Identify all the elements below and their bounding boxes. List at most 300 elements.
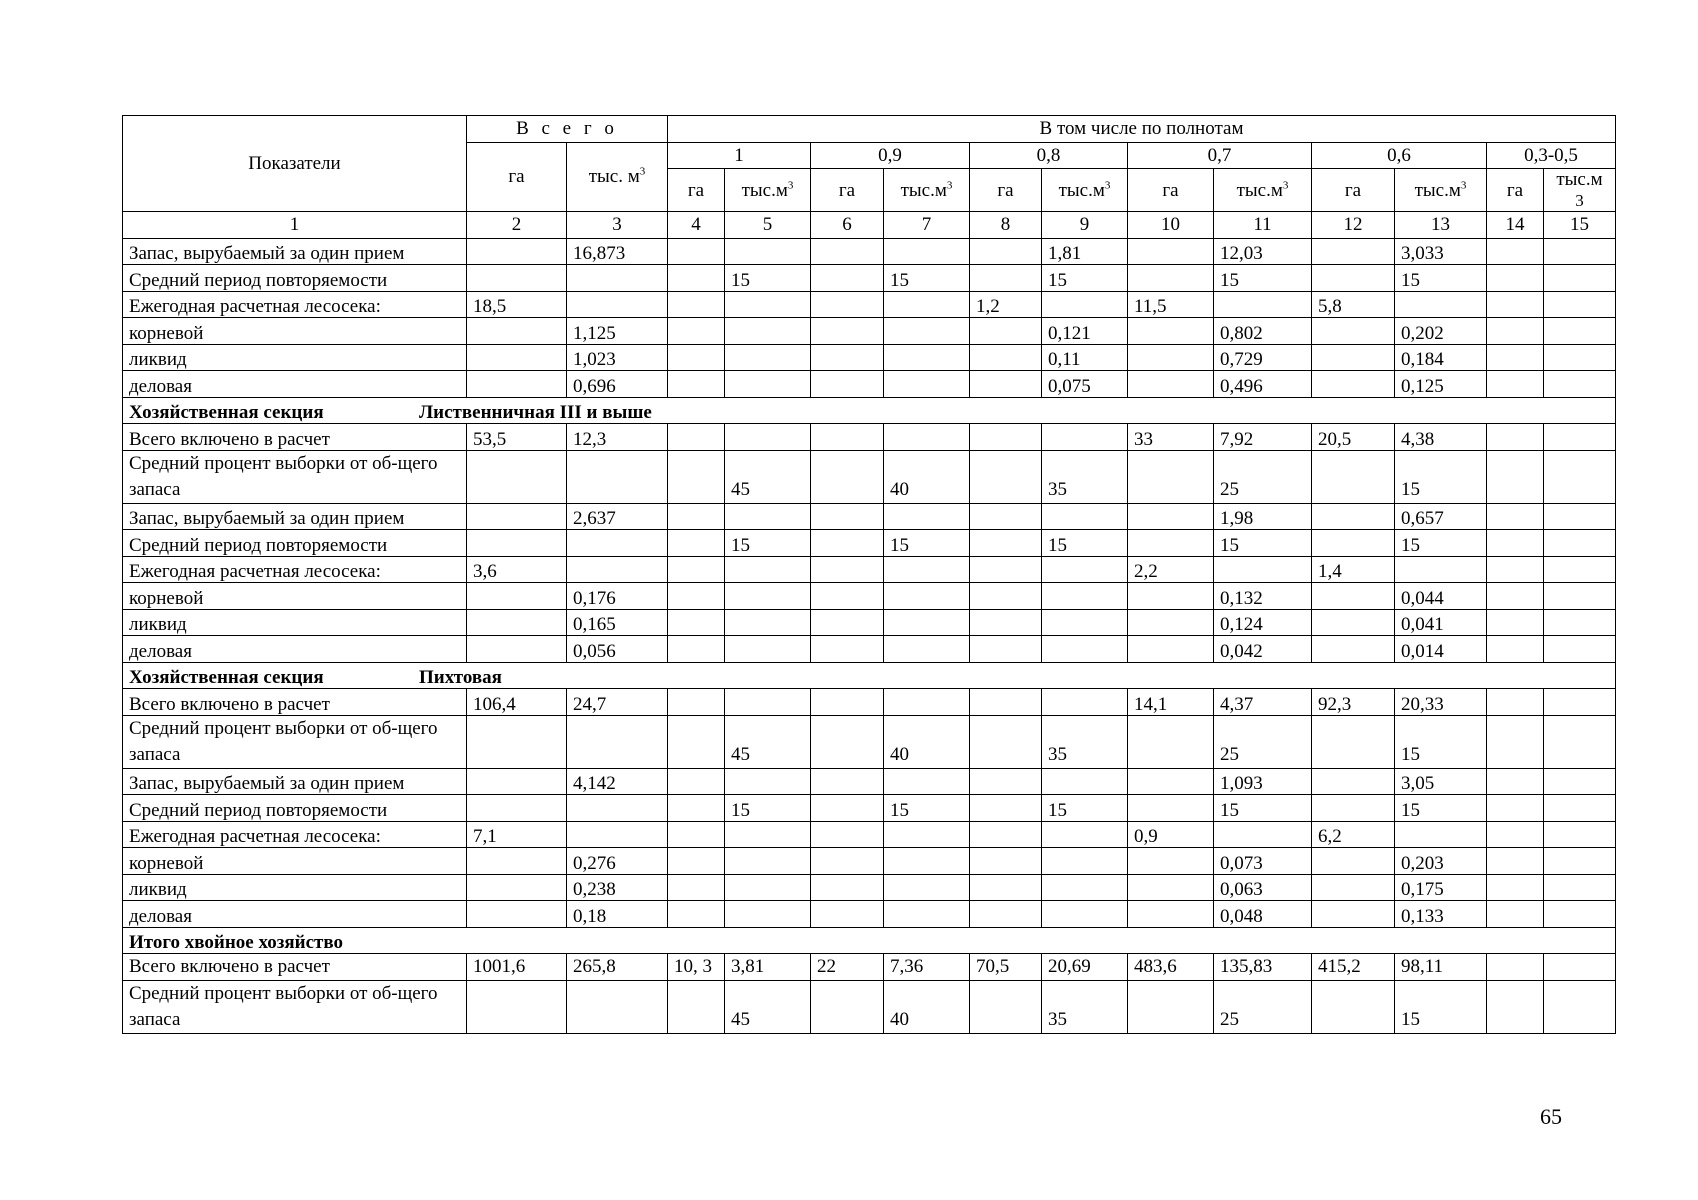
table-cell: [725, 344, 811, 371]
table-cell: [811, 715, 884, 768]
table-cell: [1214, 821, 1312, 848]
table-row: [123, 636, 1616, 663]
row-label: Всего включено в расчет: [123, 954, 467, 981]
table-cell: 0,276: [567, 848, 668, 875]
table-cell: [970, 424, 1042, 451]
table-row: [123, 609, 1616, 636]
table-cell: 12,3: [567, 424, 668, 451]
table-cell: [1312, 874, 1395, 901]
table-cell: [567, 291, 668, 318]
header-unit-ha: га: [1128, 169, 1214, 212]
table-cell: [1128, 450, 1214, 503]
table-cell: [884, 344, 970, 371]
table-cell: 18,5: [467, 291, 567, 318]
header-unit-ha: га: [668, 169, 725, 212]
table-cell: [668, 238, 725, 265]
table-cell: [567, 556, 668, 583]
table-cell: [1544, 371, 1616, 398]
table-cell: [1128, 530, 1214, 557]
table-cell: [1487, 609, 1544, 636]
table-cell: [1128, 503, 1214, 530]
table-cell: 0,18: [567, 901, 668, 928]
table-cell: [725, 874, 811, 901]
table-cell: [725, 848, 811, 875]
table-cell: 0,014: [1395, 636, 1487, 663]
table-cell: [1042, 689, 1128, 716]
table-cell: [725, 556, 811, 583]
page-number: 65: [1540, 1104, 1562, 1129]
table-row: [123, 821, 1616, 848]
table-cell: [1128, 795, 1214, 822]
table-cell: [811, 583, 884, 610]
table-cell: [467, 344, 567, 371]
table-cell: 15: [1214, 530, 1312, 557]
table-cell: 0,657: [1395, 503, 1487, 530]
table-cell: 0,132: [1214, 583, 1312, 610]
section-name: Лиственничная III и выше: [419, 402, 652, 423]
table-cell: 0,121: [1042, 318, 1128, 345]
table-cell: [970, 583, 1042, 610]
table-cell: 25: [1214, 981, 1312, 1034]
table-cell: [1128, 981, 1214, 1034]
table-cell: 0,165: [567, 609, 668, 636]
table-row: [123, 503, 1616, 530]
column-number: 4: [668, 212, 725, 239]
row-label: корневой: [123, 583, 467, 610]
table-cell: [884, 583, 970, 610]
table-cell: [1544, 344, 1616, 371]
table-cell: [1214, 291, 1312, 318]
table-cell: 20,33: [1395, 689, 1487, 716]
section-title: [123, 662, 1616, 689]
table-cell: 15: [1395, 450, 1487, 503]
table-cell: [1042, 821, 1128, 848]
table-cell: [1544, 318, 1616, 345]
table-cell: [970, 768, 1042, 795]
header-density-group: 0,7: [1128, 142, 1312, 169]
table-cell: [811, 556, 884, 583]
table-cell: [1544, 503, 1616, 530]
table-cell: [811, 344, 884, 371]
table-cell: [1487, 715, 1544, 768]
table-cell: 12,03: [1214, 238, 1312, 265]
row-label: ликвид: [123, 874, 467, 901]
table-cell: [884, 636, 970, 663]
table-cell: 20,5: [1312, 424, 1395, 451]
table-cell: 15: [725, 795, 811, 822]
table-cell: [467, 265, 567, 292]
row-label: Ежегодная расчетная лесосека:: [123, 821, 467, 848]
table-cell: 15: [1395, 981, 1487, 1034]
row-label: Средний период повторяемости: [123, 795, 467, 822]
section-row: [123, 397, 1616, 424]
table-cell: [1544, 530, 1616, 557]
table-cell: [1544, 981, 1616, 1034]
table-cell: [884, 768, 970, 795]
header-unit-ha: га: [1312, 169, 1395, 212]
table-cell: [1042, 848, 1128, 875]
table-cell: [567, 450, 668, 503]
table-cell: [668, 503, 725, 530]
table-cell: [1042, 424, 1128, 451]
table-cell: [811, 318, 884, 345]
table-cell: 2,2: [1128, 556, 1214, 583]
table-cell: [811, 424, 884, 451]
table-body: [123, 238, 1616, 1034]
table-cell: [811, 238, 884, 265]
table-cell: [1128, 238, 1214, 265]
table-cell: 16,873: [567, 238, 668, 265]
table-cell: [1395, 291, 1487, 318]
table-cell: [668, 981, 725, 1034]
table-cell: [725, 768, 811, 795]
table-cell: [668, 265, 725, 292]
table-cell: 0,075: [1042, 371, 1128, 398]
table-cell: [884, 371, 970, 398]
table-cell: [970, 318, 1042, 345]
table-cell: 40: [884, 981, 970, 1034]
table-cell: [467, 768, 567, 795]
column-number: 14: [1487, 212, 1544, 239]
table-cell: [1128, 609, 1214, 636]
table-cell: [970, 450, 1042, 503]
table-cell: 7,1: [467, 821, 567, 848]
table-cell: 0,496: [1214, 371, 1312, 398]
section-name: Пихтовая: [419, 667, 502, 688]
table-cell: 0,063: [1214, 874, 1312, 901]
table-cell: 15: [1395, 715, 1487, 768]
column-number: 2: [467, 212, 567, 239]
table-cell: [811, 291, 884, 318]
header-density-group: 1: [668, 142, 811, 169]
table-cell: [970, 556, 1042, 583]
table-row: [123, 954, 1616, 981]
table-cell: 15: [1042, 795, 1128, 822]
table-cell: [811, 609, 884, 636]
table-cell: [668, 874, 725, 901]
table-cell: [567, 530, 668, 557]
table-cell: [1042, 583, 1128, 610]
table-cell: [1544, 583, 1616, 610]
table-cell: 415,2: [1312, 954, 1395, 981]
table-cell: [1312, 901, 1395, 928]
table-cell: 45: [725, 981, 811, 1034]
table-cell: [1544, 424, 1616, 451]
table-cell: [1544, 848, 1616, 875]
table-cell: 0,203: [1395, 848, 1487, 875]
table-cell: [467, 981, 567, 1034]
table-cell: 15: [1042, 265, 1128, 292]
table-cell: [1487, 636, 1544, 663]
table-cell: [970, 715, 1042, 768]
table-cell: [1487, 874, 1544, 901]
table-cell: 1,98: [1214, 503, 1312, 530]
table-cell: [1214, 556, 1312, 583]
table-cell: [1042, 291, 1128, 318]
table-cell: 0,048: [1214, 901, 1312, 928]
table-cell: 22: [811, 954, 884, 981]
table-cell: [725, 238, 811, 265]
table-cell: [811, 265, 884, 292]
table-cell: [811, 874, 884, 901]
table-row: [123, 901, 1616, 928]
table-cell: [884, 238, 970, 265]
table-cell: 0,9: [1128, 821, 1214, 848]
table-cell: [467, 371, 567, 398]
table-cell: [1487, 821, 1544, 848]
table-cell: 0,729: [1214, 344, 1312, 371]
header-unit-volume: $тыс.м^3$: [1214, 169, 1312, 212]
table-cell: [668, 715, 725, 768]
table-cell: [811, 503, 884, 530]
table-cell: 25: [1214, 715, 1312, 768]
table-cell: 15: [1395, 795, 1487, 822]
table-cell: [884, 689, 970, 716]
table-cell: [1312, 238, 1395, 265]
table-cell: [970, 238, 1042, 265]
table-cell: [1487, 424, 1544, 451]
table-cell: [884, 503, 970, 530]
table-cell: [884, 556, 970, 583]
table-cell: [1487, 689, 1544, 716]
table-cell: [567, 821, 668, 848]
table-cell: [668, 636, 725, 663]
table-row: [123, 238, 1616, 265]
table-cell: [970, 265, 1042, 292]
table-cell: 15: [1042, 530, 1128, 557]
table-row: [123, 530, 1616, 557]
column-number: 10: [1128, 212, 1214, 239]
table-cell: [884, 609, 970, 636]
table-cell: 53,5: [467, 424, 567, 451]
table-cell: [884, 291, 970, 318]
table-cell: [1042, 609, 1128, 636]
table-cell: 483,6: [1128, 954, 1214, 981]
table-cell: 0,175: [1395, 874, 1487, 901]
table-cell: [1487, 344, 1544, 371]
table-cell: 92,3: [1312, 689, 1395, 716]
table-cell: [1128, 583, 1214, 610]
row-label: корневой: [123, 848, 467, 875]
data-table: [122, 115, 1616, 1034]
column-number: 13: [1395, 212, 1487, 239]
table-cell: [725, 609, 811, 636]
table-cell: [1544, 795, 1616, 822]
table-cell: [811, 371, 884, 398]
table-cell: [725, 583, 811, 610]
table-cell: [1042, 901, 1128, 928]
table-cell: [725, 821, 811, 848]
table-cell: [725, 318, 811, 345]
table-cell: 15: [725, 265, 811, 292]
table-cell: [970, 901, 1042, 928]
header-density-group: 0,3-0,5: [1487, 142, 1616, 169]
table-cell: 5,8: [1312, 291, 1395, 318]
table-cell: [1395, 556, 1487, 583]
table-cell: 98,11: [1395, 954, 1487, 981]
table-cell: 0,073: [1214, 848, 1312, 875]
header-total-volume: тыс. $м^3$: [567, 142, 668, 212]
table-cell: [1312, 344, 1395, 371]
header-total-ha: га: [467, 142, 567, 212]
table-cell: [970, 503, 1042, 530]
table-cell: 15: [1214, 265, 1312, 292]
table-cell: [467, 874, 567, 901]
header-unit-volume: $тыс.м^3$: [725, 169, 811, 212]
table-cell: [970, 344, 1042, 371]
table-cell: [970, 530, 1042, 557]
table-cell: 2,637: [567, 503, 668, 530]
table-cell: [1487, 556, 1544, 583]
table-cell: [811, 901, 884, 928]
section-row: [123, 927, 1616, 954]
table-cell: [1544, 821, 1616, 848]
table-cell: [467, 901, 567, 928]
table-cell: [1128, 768, 1214, 795]
table-header: [123, 116, 1616, 239]
table-cell: [884, 874, 970, 901]
table-cell: [884, 318, 970, 345]
table-cell: [811, 981, 884, 1034]
table-cell: [1042, 556, 1128, 583]
table-cell: [970, 981, 1042, 1034]
row-label: деловая: [123, 636, 467, 663]
table-cell: [668, 689, 725, 716]
table-cell: [1128, 371, 1214, 398]
table-cell: 4,38: [1395, 424, 1487, 451]
table-cell: 3,033: [1395, 238, 1487, 265]
table-cell: [1312, 530, 1395, 557]
table-cell: 15: [1214, 795, 1312, 822]
table-row: [123, 265, 1616, 292]
table-cell: [1312, 981, 1395, 1034]
table-cell: [725, 291, 811, 318]
table-row: [123, 848, 1616, 875]
header-unit-volume: $тыс.м^3$: [1042, 169, 1128, 212]
column-number: 15: [1544, 212, 1616, 239]
table-cell: [1312, 318, 1395, 345]
header-density-group: 0,6: [1312, 142, 1487, 169]
section-title: [123, 927, 1616, 954]
table-cell: [1544, 291, 1616, 318]
row-label: Ежегодная расчетная лесосека:: [123, 291, 467, 318]
table-cell: [1128, 636, 1214, 663]
header-density-group: 0,8: [970, 142, 1128, 169]
table-cell: [1312, 609, 1395, 636]
table-cell: 15: [725, 530, 811, 557]
table-cell: [1544, 901, 1616, 928]
table-cell: [467, 848, 567, 875]
table-cell: 3,81: [725, 954, 811, 981]
table-cell: 1,81: [1042, 238, 1128, 265]
table-cell: [567, 265, 668, 292]
table-cell: [1128, 265, 1214, 292]
table-cell: [1487, 238, 1544, 265]
table-cell: 10, 3: [668, 954, 725, 981]
table-cell: 0,042: [1214, 636, 1312, 663]
table-cell: [970, 821, 1042, 848]
table-cell: [1487, 450, 1544, 503]
table-cell: [668, 556, 725, 583]
table-row: [123, 291, 1616, 318]
table-cell: [668, 344, 725, 371]
table-cell: 4,142: [567, 768, 668, 795]
table-cell: 0,184: [1395, 344, 1487, 371]
table-cell: 3,6: [467, 556, 567, 583]
table-cell: [1544, 556, 1616, 583]
table-row: [123, 424, 1616, 451]
table-row: [123, 715, 1616, 768]
table-cell: [970, 609, 1042, 636]
table-cell: [1487, 848, 1544, 875]
header-unit-volume: $тыс.м^3$: [1395, 169, 1487, 212]
section-row: [123, 662, 1616, 689]
table-cell: 1,093: [1214, 768, 1312, 795]
table-cell: [725, 636, 811, 663]
column-number: 7: [884, 212, 970, 239]
row-label: ликвид: [123, 609, 467, 636]
table-cell: 14,1: [1128, 689, 1214, 716]
table-cell: [668, 821, 725, 848]
table-cell: [567, 981, 668, 1034]
table-cell: 35: [1042, 715, 1128, 768]
table-row: [123, 318, 1616, 345]
row-label: деловая: [123, 901, 467, 928]
row-label: деловая: [123, 371, 467, 398]
table-cell: 106,4: [467, 689, 567, 716]
table-cell: [467, 609, 567, 636]
table-cell: 24,7: [567, 689, 668, 716]
table-cell: [668, 530, 725, 557]
table-cell: [467, 318, 567, 345]
table-cell: [1042, 768, 1128, 795]
header-density-group: 0,9: [811, 142, 970, 169]
table-cell: [811, 636, 884, 663]
column-number: 5: [725, 212, 811, 239]
table-cell: [1544, 874, 1616, 901]
table-cell: 0,044: [1395, 583, 1487, 610]
table-cell: 40: [884, 450, 970, 503]
table-row: [123, 556, 1616, 583]
table-cell: [668, 848, 725, 875]
table-cell: [467, 715, 567, 768]
table-cell: 4,37: [1214, 689, 1312, 716]
table-cell: [1487, 583, 1544, 610]
table-row: [123, 344, 1616, 371]
row-label: Запас, вырубаемый за один прием: [123, 503, 467, 530]
table-cell: [1042, 874, 1128, 901]
table-cell: [467, 450, 567, 503]
row-label: Запас, вырубаемый за один прием: [123, 768, 467, 795]
table-row: [123, 795, 1616, 822]
table-cell: [1312, 768, 1395, 795]
table-cell: 40: [884, 715, 970, 768]
header-indicators: Показатели: [123, 116, 467, 212]
header-unit-ha: га: [970, 169, 1042, 212]
table-cell: [1487, 318, 1544, 345]
table-cell: [668, 609, 725, 636]
table-cell: [1487, 954, 1544, 981]
table-row: [123, 689, 1616, 716]
table-cell: [1042, 636, 1128, 663]
table-cell: [970, 874, 1042, 901]
table-cell: [1487, 981, 1544, 1034]
table-cell: [467, 503, 567, 530]
table-cell: 1001,6: [467, 954, 567, 981]
table-cell: 15: [884, 530, 970, 557]
table-cell: 265,8: [567, 954, 668, 981]
table-cell: 0,238: [567, 874, 668, 901]
